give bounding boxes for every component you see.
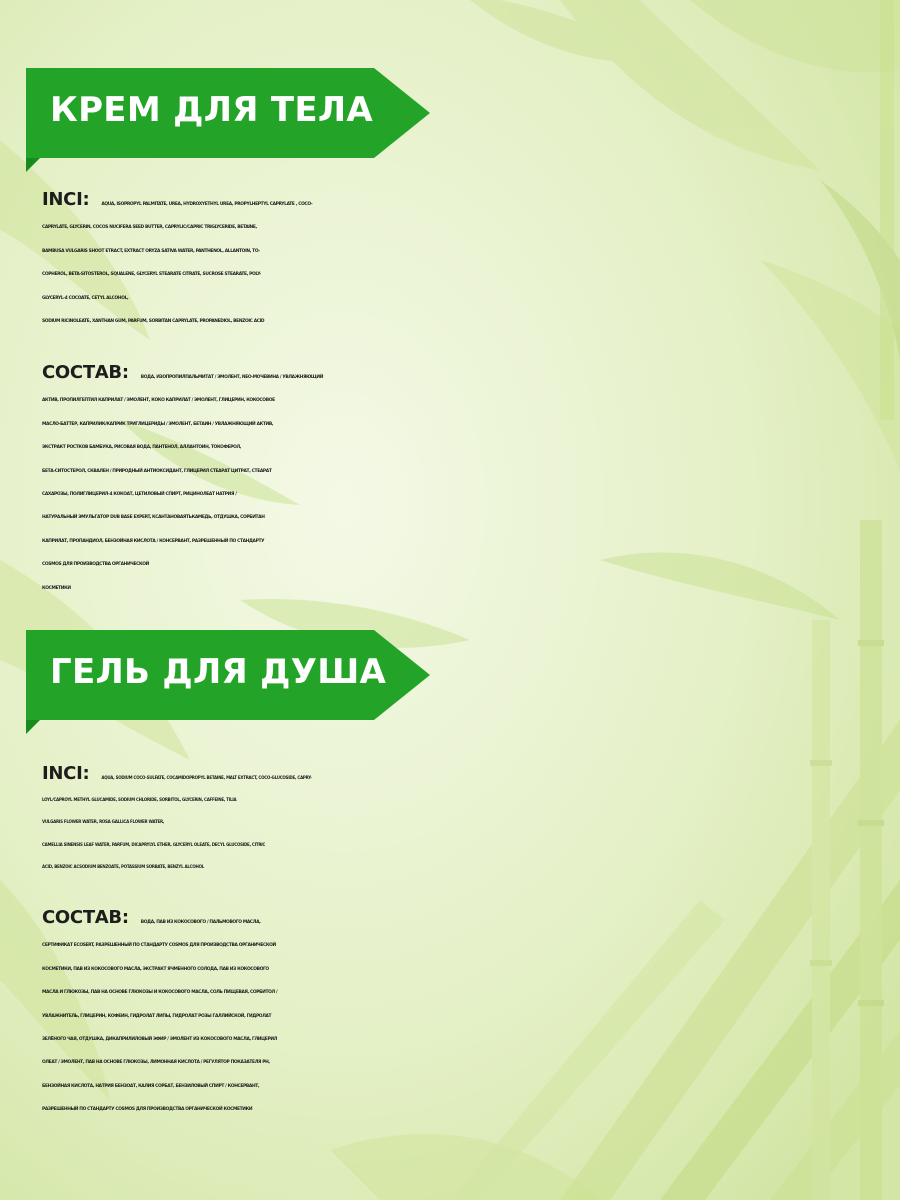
sostav-line: МАСЛО-БАТТЕР, КАПРИЛИК/КАПРИК ТРИГЛИЦЕРИДЫ / ЭМОЛЕНТ, БЕТАИН / УВЛАЖНЯЮЩИЙ АКТИВ, <box>42 421 274 427</box>
inci-line: AQUA, SODIUM COCO-SULFATE, COCAMIDOPROPYL BETAINE, MALT EXTRACT, COCO-GLUCOSIDE, CAPRY- <box>101 775 312 780</box>
sostav-line: ОЛЕАТ / ЭМОЛЕНТ, ПАВ НА ОСНОВЕ ГЛЮКОЗЫ, ЛИМОННАЯ КИСЛОТА / РЕГУЛЯТОР ПОКАЗАТЕЛЯ PH, <box>42 1060 270 1066</box>
sostav-line: СЕРТИФИКАТ ECOSERT, РАЗРЕШЕННЫЙ ПО СТАНДАРТУ COSMOS ДЛЯ ПРОИЗВОДСТВА ОРГАНИЧЕСКОЙ <box>42 943 276 949</box>
sostav-block-body-cream <box>42 361 868 600</box>
inci-line: VULGARIS FLOWER WATER, ROSA GALLICA FLOWER WATER, <box>42 819 165 825</box>
sostav-line: РАЗРЕШЕННЫЙ ПО СТАНДАРТУ COSMOS ДЛЯ ПРОИЗВОДСТВА ОРГАНИЧЕСКОЙ КОСМЕТИКИ <box>42 1107 253 1113</box>
inci-label: INCI: <box>42 189 90 210</box>
sostav-line: УВЛАЖНИТЕЛЬ, ГЛИЦЕРИН, КОФЕИН, ГИДРОЛАТ ЛИПЫ, ГИДРОЛАТ РОЗЫ ГАЛЛИЙСКОЙ, ГИДРОЛАТ <box>42 1013 272 1019</box>
inci-line: SODIUM RICINOLEATE, XANTHAN GUM, PARFUM, SORBITAN CAPRYLATE, PROPANEDIOL, BENZOIC ACID <box>42 319 265 325</box>
sostav-line: МАСЛА И ГЛЮКОЗЫ, ПАВ НА ОСНОВЕ ГЛЮКОЗЫ И КОКОСОВОГО МАСЛА, СОЛЬ ПИЩЕВАЯ, СОРБИТОЛ / <box>42 990 278 996</box>
sostav-line: БЕНЗОЙНАЯ КИСЛОТА, НАТРИЯ БЕНЗОАТ, КАЛИЯ СОРБАТ, БЕНЗИЛОВЫЙ СПИРТ / КОНСЕРВАНТ, <box>42 1083 260 1089</box>
sostav-line: КОСМЕТИКИ <box>42 585 71 591</box>
sostav-line: ВОДА, ПАВ ИЗ КОКОСОВОГО / ПАЛЬМОВОГО МАСЛА, <box>140 920 261 925</box>
sostav-label: СОСТАВ: <box>42 907 129 928</box>
inci-label: INCI: <box>42 763 90 784</box>
section-banner-shower-gel <box>26 630 430 720</box>
inci-line: COPHEROL, BETA-SITOSTEROL, SQUALENE, GLYCERYL STEARATE CITRATE, SUCROSE STEARATE, POLY- <box>42 272 261 278</box>
inci-block-body-cream <box>42 188 868 333</box>
section-title: ГЕЛЬ ДЛЯ ДУША <box>50 652 387 692</box>
inci-line: CAPRYLATE, GLYCERIN, COCOS NUCIFERA SEED BUTTER, CAPRYLIC/CAPRIC TRIGLYCERIDE, BETAINE, <box>42 225 257 231</box>
sostav-line: САХАРОЗЫ, ПОЛИГЛИЦЕРИЛ-4 КОКОАТ, ЦЕТИЛОВЫЙ СПИРТ, РИЦИНОЛЕАТ НАТРИЯ / <box>42 492 237 498</box>
inci-line: ACID, BENZOIC ACSODIUM BENZOATE, POTASSIUM SORBATE, BENZYL ALCOHOL <box>42 863 205 869</box>
sostav-line: ВОДА, ИЗОПРОПИЛПАЛЬМИТАТ / ЭМОЛЕНТ, NEO-МОЧЕВИНА / УВЛАЖНЯЮЩИЙ <box>140 375 324 380</box>
section-banner-body-cream <box>26 68 430 158</box>
inci-line: AQUA, ISOPROPYL PALMITATE, UREA, HYDROXYETHYL UREA, PROPYLHEPTYL CAPRYLATE , COCO- <box>101 202 313 207</box>
sostav-block-shower-gel <box>42 906 868 1122</box>
sostav-label: СОСТАВ: <box>42 362 129 383</box>
inci-block-shower-gel <box>42 763 868 878</box>
sostav-line: БЕТА-СИТОСТЕРОЛ, СКВАЛЕН / ПРИРОДНЫЙ АНТИОКСИДАНТ, ГЛИЦЕРИЛ СТЕАРАТ ЦИТРАТ, СТЕАРАТ <box>42 468 272 474</box>
sostav-line: ЗЕЛЁНОГО ЧАЯ, ОТДУШКА, ДИКАПРИЛИЛОВЫЙ ЭФИР / ЭМОЛЕНТ ИЗ КОКОСОВОГО МАСЛА, ГЛИЦЕРИЛ <box>42 1037 277 1043</box>
section-title: КРЕМ ДЛЯ ТЕЛА <box>50 90 374 130</box>
inci-line: GLYCERYL-4 COCOATE, CETYL ALCOHOL, <box>42 295 129 301</box>
sostav-line: COSMOS ДЛЯ ПРОИЗВОДСТВА ОРГАНИЧЕСКОЙ <box>42 562 149 568</box>
sostav-line: КОСМЕТИКИ, ПАВ ИЗ КОКОСОВОГО МАСЛА, ЭКСТРАКТ ЯЧМЕННОГО СОЛОДА, ПАВ ИЗ КОКОСОВОГО <box>42 966 269 972</box>
inci-line: LOYL/CAPROYL METHYL GLUCAMIDE, SODIUM CHLORIDE, SORBITOL, GLYCERIN, CAFFEINE, TILIA <box>42 797 237 803</box>
inci-line: CAMELLIA SINENSIS LEAF WATER, PARFUM, DICAPRYLYL ETHER, GLYCERYL OLEATE, DECYL GLUCOSIDE, CITRIC <box>42 841 266 847</box>
sostav-line: НАТУРАЛЬНЫЙ ЭМУЛЬГАТОР DUB BASE EXPERT, КСАНТАНОВАЯТЬКАМЕДЬ, ОТДУШКА, СОРБИТАН <box>42 515 265 521</box>
sostav-line: ЭКСТРАКТ РОСТКОВ БАМБУКА, РИСОВАЯ ВОДА, ПАНТЕНОЛ, АЛЛАНТОИН, ТОКОФЕРОЛ, <box>42 445 242 451</box>
sostav-line: АКТИВ, ПРОПИЛГЕПТИЛ КАПРИЛАТ / ЭМОЛЕНТ, КОКО КАПРИЛАТ / ЭМОЛЕНТ, ГЛИЦЕРИН, КОКОСОВОЕ <box>42 398 275 404</box>
inci-line: BAMBUSA VULGARIS SHOOT ETRACT, EXTRACT ORYZA SATIVA WATER, PANTHENOL, ALLANTOIN, TO- <box>42 248 260 254</box>
sostav-line: КАПРИЛАТ, ПРОПАНДИОЛ, БЕНЗОЙНАЯ КИСЛОТА / КОНСЕРВАНТ, РАЗРЕШЕННЫЙ ПО СТАНДАРТУ <box>42 538 265 544</box>
